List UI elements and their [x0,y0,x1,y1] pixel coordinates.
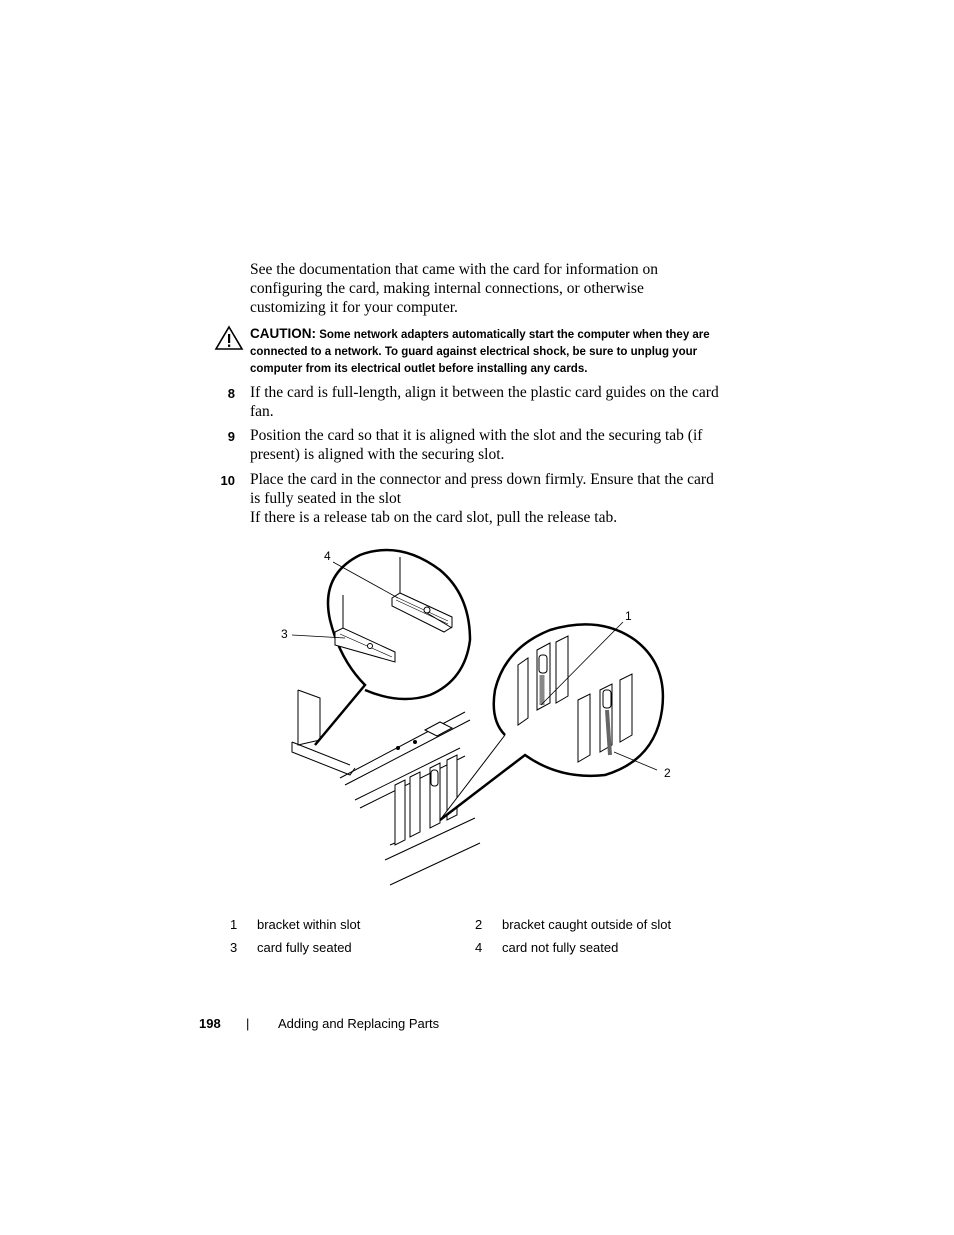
step-extra-text: If there is a release tab on the card slot, pull the release tab. [250,509,618,526]
step-text: Position the card so that it is aligned with the slot and the securing tab (if present) is aligned with the securing slot. [250,427,703,463]
legend-number: 4 [475,940,483,955]
step-number: 8 [227,386,235,401]
caution-text: Some network adapters automatically start the computer when they are connected to a network. To guard against electrical shock, be sure to unplug your computer from its electrical outlet before installing any cards. [250,329,710,375]
footer-section-title: Adding and Replacing Parts [278,1016,440,1031]
callout-3: 3 [281,627,288,641]
legend-number: 2 [475,917,483,932]
step-number: 9 [227,429,235,444]
intro-paragraph: See the documentation that came with the card for information on configuring the card, making internal connections, or otherwise customizing it for your computer. [250,261,659,316]
caution-icon [214,325,244,356]
legend-label: bracket within slot [257,917,361,932]
legend-label: card not fully seated [502,940,619,955]
legend-number: 3 [230,940,238,955]
callout-4: 4 [324,549,331,563]
caution-block [250,325,720,378]
step-text: If the card is full-length, align it between the plastic card guides on the card fan. [250,384,719,420]
step-text: Place the card in the connector and press down firmly. Ensure that the card is fully seated in the slot [250,471,714,507]
legend-label: card fully seated [257,940,352,955]
magnifier-bubble-top [315,550,470,745]
card-seating-figure [270,540,690,890]
callout-2: 2 [664,766,671,780]
caution-label: CAUTION: [250,326,316,341]
legend-number: 1 [230,917,238,932]
footer-separator: | [246,1016,250,1031]
page-number: 198 [199,1016,221,1031]
step-number: 10 [220,473,235,488]
magnifier-bubble-right [440,624,663,820]
legend-label: bracket caught outside of slot [502,917,672,932]
chassis-drawing [292,690,480,885]
callout-1: 1 [625,609,632,623]
